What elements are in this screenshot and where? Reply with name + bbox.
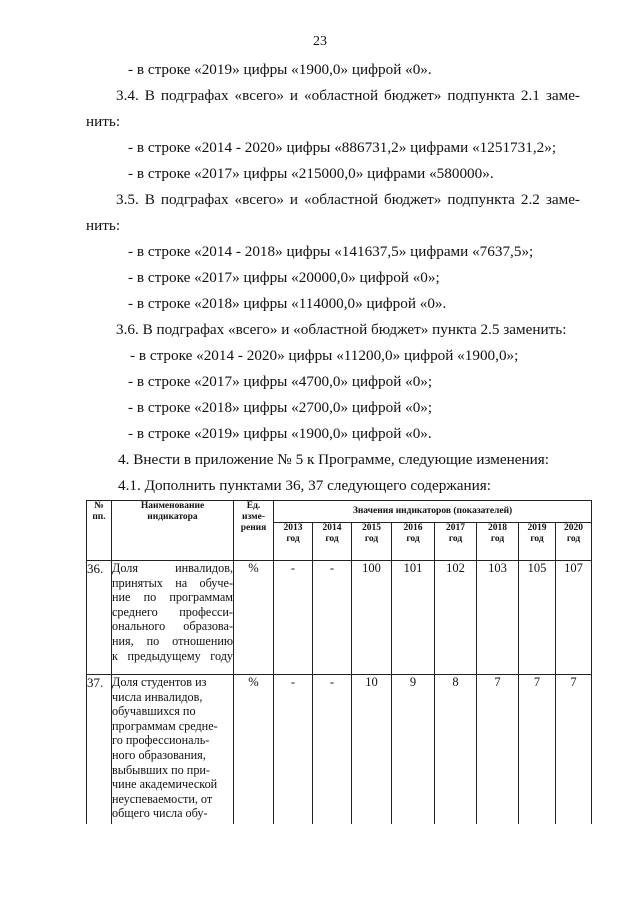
value-2018: 103 xyxy=(477,561,519,675)
paragraph: - в строке «2014 - 2020» цифры «886731,2» цифрами «1251731,2»; xyxy=(128,139,557,156)
paragraph-continuation: нить: xyxy=(86,113,121,130)
year-label: 2016 xyxy=(403,523,423,533)
header-year-2018 xyxy=(477,523,519,561)
year-label: 2017 xyxy=(446,523,465,533)
value-2015: 100 xyxy=(352,561,392,675)
paragraph: 4.1. Дополнить пунктами 36, 37 следующего содержания: xyxy=(118,477,491,494)
paragraph: - в строке «2018» цифры «114000,0» цифрой «0». xyxy=(128,295,447,312)
paragraph: - в строке «2014 - 2020» цифры «11200,0» цифрой «1900,0»; xyxy=(130,347,519,364)
value-2013: - xyxy=(274,675,313,825)
indicator-name-line: онального образова- xyxy=(112,619,233,634)
table-row xyxy=(87,561,592,675)
year-suffix: год xyxy=(406,534,420,544)
header-unit xyxy=(234,501,274,561)
page-number: 23 xyxy=(313,34,327,49)
paragraph: - в строке «2014 - 2018» цифры «141637,5» цифрами «7637,5»; xyxy=(128,243,534,260)
year-suffix: год xyxy=(566,534,581,544)
value-2013: - xyxy=(274,561,313,675)
value-2018: 7 xyxy=(477,675,519,825)
value-2020: 7 xyxy=(556,675,592,825)
header-num xyxy=(87,501,112,561)
indicator-name-line: Доля инвалидов, xyxy=(112,561,233,575)
header-year-2015 xyxy=(352,523,392,561)
indicator-name-line: обучавшихся по xyxy=(112,704,196,719)
indicator-name-line: неуспеваемости, от xyxy=(112,791,213,806)
paragraph-justified xyxy=(116,87,580,105)
indicator-name-line: ного образования, xyxy=(112,747,206,762)
header-num-line: № xyxy=(94,501,104,511)
paragraph: - в строке «2019» цифры «1900,0» цифрой «0». xyxy=(128,425,432,442)
value-2015: 10 xyxy=(352,675,392,825)
year-suffix: год xyxy=(286,534,300,544)
header-year-2014 xyxy=(313,523,352,561)
year-label: 2014 xyxy=(322,523,342,533)
header-year-2013 xyxy=(274,523,313,561)
year-suffix: год xyxy=(364,534,379,544)
paragraph-line: 3.5. В подграфах «всего» и «областной бюджет» подпункта 2.2 заме- xyxy=(116,191,580,208)
year-label: 2015 xyxy=(362,523,381,533)
header-unit-line: рения xyxy=(240,523,267,533)
value-2017: 8 xyxy=(435,675,477,825)
row-number: 36. xyxy=(87,561,112,675)
header-year-2016 xyxy=(392,523,435,561)
value-2014: - xyxy=(313,675,352,825)
paragraph: - в строке «2019» цифры «1900,0» цифрой «0». xyxy=(128,61,432,78)
header-name xyxy=(112,501,234,561)
indicator-name-line: ние по программам xyxy=(112,590,233,605)
header-name-line: индикатора xyxy=(147,512,198,522)
indicators-table xyxy=(86,500,592,824)
year-label: 2019 xyxy=(527,523,547,533)
year-label: 2013 xyxy=(283,523,303,533)
header-unit-line: изме- xyxy=(241,512,265,522)
value-2019: 105 xyxy=(519,561,556,675)
paragraph: - в строке «2017» цифры «215000,0» цифрами «580000». xyxy=(128,165,494,182)
indicator-name-line: Доля студентов из xyxy=(112,675,207,689)
header-values-group: Значения индикаторов (показателей) xyxy=(274,501,592,523)
header-num-line: пп. xyxy=(92,512,106,522)
indicator-name-line: го профессиональ- xyxy=(112,733,210,748)
value-2020: 107 xyxy=(556,561,592,675)
indicator-name-line: числа инвалидов, xyxy=(112,689,203,704)
year-suffix: год xyxy=(530,534,544,544)
header-year-2019 xyxy=(519,523,556,561)
header-year-2020 xyxy=(556,523,592,561)
paragraph: - в строке «2018» цифры «2700,0» цифрой «0»; xyxy=(128,399,433,416)
paragraph: - в строке «2017» цифры «20000,0» цифрой «0»; xyxy=(128,269,440,286)
indicator-name-line: общего числа обу- xyxy=(112,806,208,821)
indicator-name xyxy=(112,675,234,825)
unit-cell: % xyxy=(234,561,274,675)
year-suffix: год xyxy=(325,534,339,544)
header-name-line: Наименование xyxy=(140,501,205,511)
paragraph-continuation: нить: xyxy=(86,217,121,234)
indicator-name-line: среднего професси- xyxy=(112,604,233,619)
unit-cell: % xyxy=(234,675,274,825)
indicator-name-line: принятых на обуче- xyxy=(112,575,233,590)
value-2016: 101 xyxy=(392,561,435,675)
indicator-name-line: чине академической xyxy=(112,777,218,792)
indicator-name-line: программам средне- xyxy=(112,718,218,733)
year-label: 2018 xyxy=(488,523,507,533)
value-2017: 102 xyxy=(435,561,477,675)
paragraph: 3.6. В подграфах «всего» и «областной бюджет» пункта 2.5 заменить: xyxy=(116,321,567,338)
indicator-name-line: ния, по отношению xyxy=(112,633,233,648)
paragraph-line: 3.4. В подграфах «всего» и «областной бюджет» подпункта 2.1 заме- xyxy=(116,87,580,104)
indicator-name xyxy=(112,561,234,675)
indicator-name-line: выбывших по при- xyxy=(112,762,210,777)
year-suffix: год xyxy=(448,534,463,544)
value-2016: 9 xyxy=(392,675,435,825)
year-suffix: год xyxy=(490,534,505,544)
header-unit-line: Ед. xyxy=(246,501,261,511)
paragraph: 4. Внести в приложение № 5 к Программе, следующие изменения: xyxy=(118,451,549,468)
value-2014: - xyxy=(313,561,352,675)
paragraph-justified xyxy=(116,191,580,209)
table-row xyxy=(87,675,592,825)
value-2019: 7 xyxy=(519,675,556,825)
year-label: 2020 xyxy=(564,523,584,533)
header-year-2017 xyxy=(435,523,477,561)
indicator-name-line: к предыдущему году xyxy=(112,648,233,663)
row-number: 37. xyxy=(87,675,112,825)
paragraph: - в строке «2017» цифры «4700,0» цифрой «0»; xyxy=(128,373,433,390)
